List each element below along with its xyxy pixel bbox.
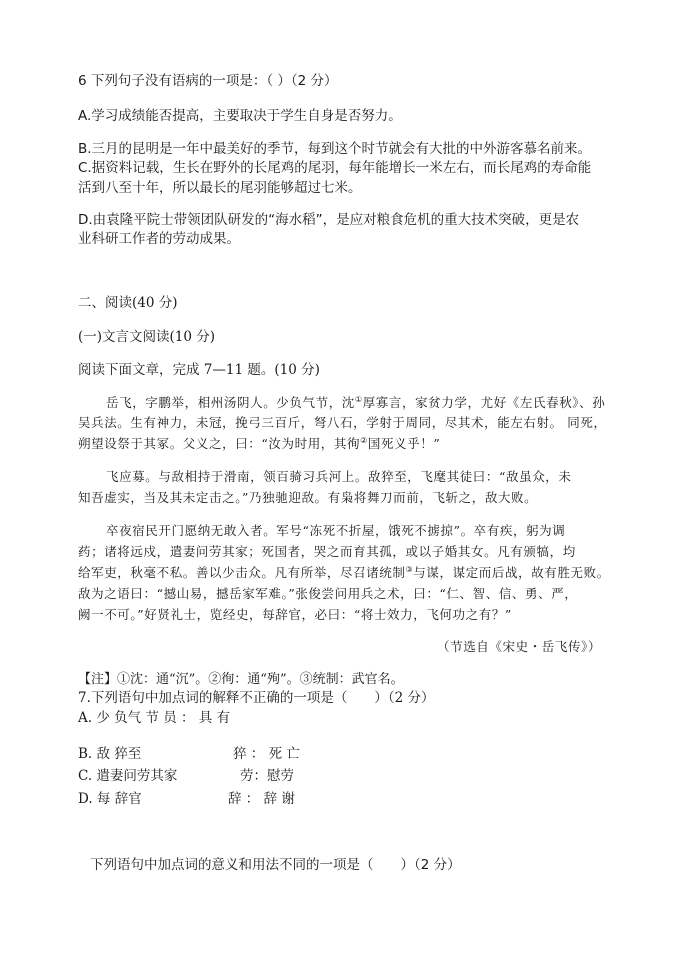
passage-p1-line2: 吴兵法。生有神力，未冠，挽弓三百斤，弩八石，学射于周同，尽其术，能左右射。 同死，: [78, 415, 607, 430]
subsection-heading: (一)文言文阅读(10 分): [78, 329, 216, 345]
question-6-stem: 6 下列句子没有语病的一项是：（ ）（2 分）: [78, 73, 338, 89]
question-7-option-d: D. 每 辞官: [78, 791, 142, 807]
question-7-option-c: C. 遣妻问劳其家: [78, 768, 178, 784]
question-7-option-b-gloss: 猝 ： 死 亡: [233, 746, 300, 762]
question-6-option-c-line1: C.据资料记载，生长在野外的长尾鸡的尾羽，每年能增长一米左右，而长尾鸡的寿命能: [78, 160, 592, 176]
question-6-option-a: A.学习成绩能否提高，主要取决于学生自身是否努力。: [78, 108, 402, 124]
passage-p2-line2: 知吾虚实，当及其未定击之。”乃独驰迎敌。有枭将舞刀而前，飞斩之，敌大败。: [78, 490, 538, 505]
question-6-option-d-line2: 业科研工作者的劳动成果。: [78, 231, 240, 247]
passage-p3-line2: 药；诸将远戍，遣妻问劳其家；死国者，哭之而育其孤，或以子婚其女。凡有颁犒，均: [78, 544, 576, 559]
passage-p3-line3: 给军吏，秋毫不私。善以少击众。凡有所举，尽召诸统制③与谋，谋定而后战，故有胜无败。: [78, 564, 610, 580]
passage-p1-line3: 朔望设祭于其冢。父义之，曰：“汝为时用，其徇②国死义乎！”: [78, 435, 441, 451]
question-7-option-b: B. 敌 猝至: [78, 746, 142, 762]
question-7-stem: 7.下列语句中加点词的解释不正确的一项是（ ）（2 分）: [78, 690, 435, 706]
question-7-option-c-gloss: 劳：慰劳: [240, 768, 294, 784]
question-6-option-d-line1: D.由袁隆平院士带领团队研发的“海水稻”，是应对粮食危机的重大技术突破，更是农: [78, 212, 580, 228]
footnote-ref-3: ③: [405, 564, 414, 574]
passage-p2-line1: 飞应募。与敌相持于滑南，领百骑习兵河上。敌猝至，飞麾其徒曰：“敌虽众，未: [106, 469, 572, 484]
question-7-option-a: A. 少 负气 节 员 ： 具 有: [78, 710, 231, 726]
question-6-option-c-line2: 活到八至十年，所以最长的尾羽能够超过七米。: [78, 180, 362, 196]
question-8-stem: 下列语句中加点词的意义和用法不同的一项是（ ）（2 分）: [90, 857, 461, 873]
footnote-ref-2: ②: [360, 435, 368, 445]
footnote-ref-1: ①: [354, 394, 363, 404]
section-heading: 二、阅读(40 分): [78, 295, 178, 311]
question-7-option-d-gloss: 辞 ： 辞 谢: [228, 791, 295, 807]
question-6-option-b: B.三月的昆明是一年中最美好的季节，每到这个时节就会有大批的中外游客慕名前来。: [78, 141, 592, 157]
passage-source: （节选自《宋史・岳飞传》）: [437, 639, 602, 654]
passage-p1-line1: 岳飞，字鹏举，相州汤阴人。少负气节，沈①厚寡言，家贫力学，尤好《左氏春秋》、孙: [106, 394, 606, 410]
passage-p3-line5: 阙一不可。”好贤礼士，览经史，每辞官，必曰：“将士效力，飞何功之有？”: [78, 607, 512, 622]
passage-p3-line4: 敌为之语曰：“撼山易，撼岳家军难。”张俊尝问用兵之术，曰：“仁、智、信、勇、严，: [78, 586, 578, 601]
passage-p3-line1: 卒夜宿民开门愿纳无敢入者。军号“冻死不折屋，饿死不掳掠”。卒有疾，躬为调: [106, 523, 566, 538]
reading-instruction: 阅读下面文章，完成 7—11 题。(10 分): [78, 362, 320, 378]
footnotes: 【注】①沈：通“沉”。②徇：通“殉”。③统制：武官名。: [78, 672, 404, 687]
